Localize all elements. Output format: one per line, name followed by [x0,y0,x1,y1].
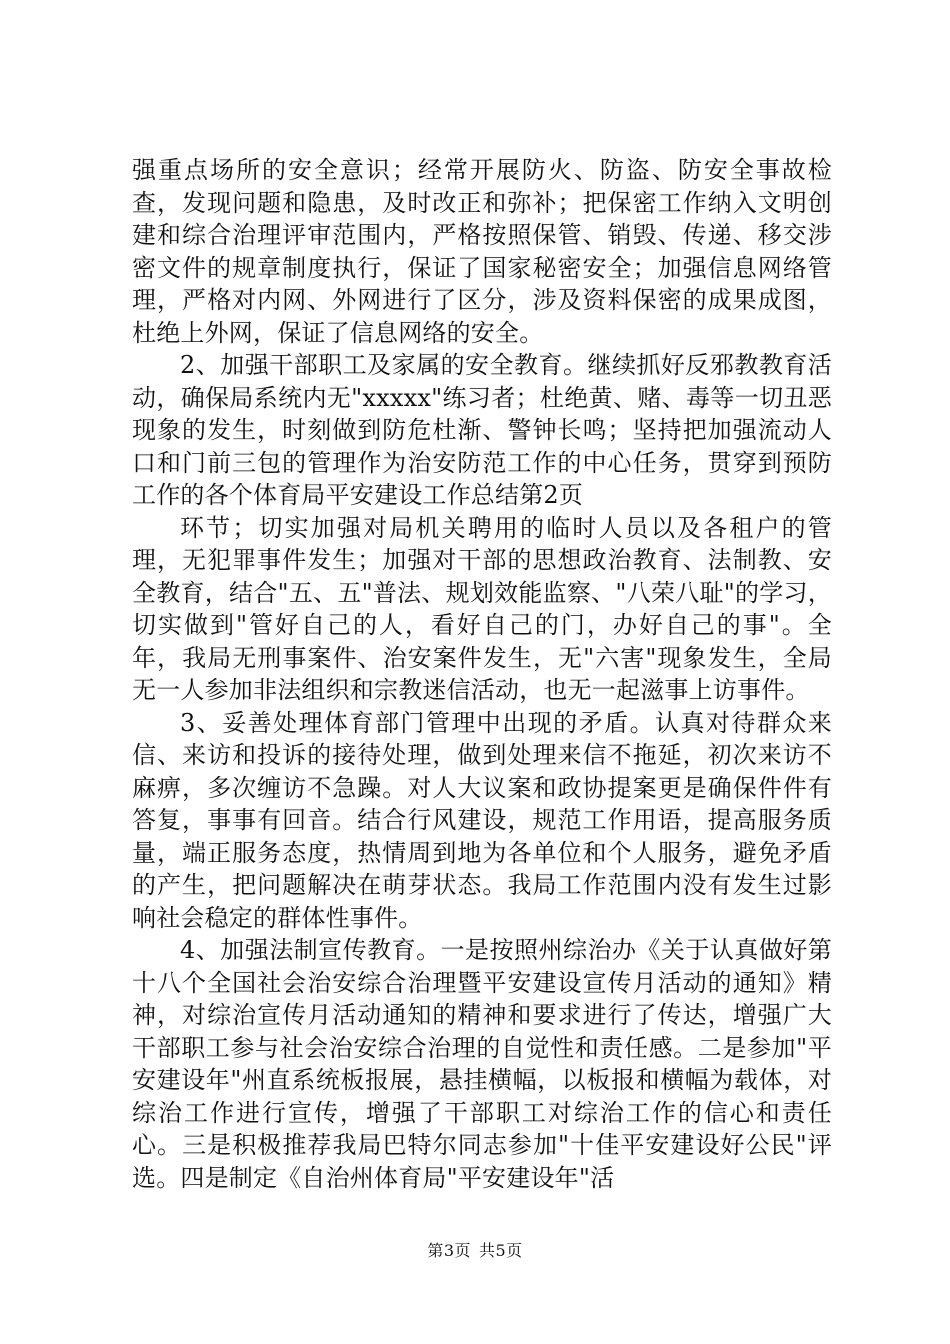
paragraph-item-2-safety-education: 2、加强干部职工及家属的安全教育。继续抓好反邪教教育活动，确保局系统内无"xxxxx"练习者；杜绝黄、赌、毒等一切丑恶现象的发生，时刻做到防危杜渐、警钟长鸣；坚持把加强流动人口和门前三包的管理作为治安防范工作的中心任务，贯穿到预防工作的各个体育局平安建设工作总结第2页 [132,351,832,509]
paragraph-item-4-legal-education: 4、加强法制宣传教育。一是按照州综治办《关于认真做好第十八个全国社会治安综合治理暨平安建设宣传月活动的通知》精神，对综治宣传月活动通知的精神和要求进行了传达，增强广大干部职工参与社会治安综合治理的自觉性和责任感。二是参加"平安建设年"州直系统板报展，悬挂横幅，以板报和横幅为载体，对综治工作进行宣传，增强了干部职工对综治工作的信心和责任心。三是积极推荐我局巴特尔同志参加"十佳平安建设好公民"评选。四是制定《自治州体育局"平安建设年"活 [132,936,832,1192]
page-total: 共5页 [479,1241,523,1260]
paragraph-item-3-conflict-handling: 3、妥善处理体育部门管理中出现的矛盾。认真对待群众来信、来访和投诉的接待处理，做到处理来信不拖延，初次来访不麻痹，多次缠访不急躁。对人大议案和政协提案更是确保件件有答复，事事有回音。结合行风建设，规范工作用语，提高服务质量，端正服务态度，热情周到地为各单位和个人服务，避免矛盾的产生，把问题解决在萌芽状态。我局工作范围内没有发生过影响社会稳定的群体性事件。 [132,708,832,932]
paragraph-item-2-continued: 环节；切实加强对局机关聘用的临时人员以及各租户的管理，无犯罪事件发生；加强对干部的思想政治教育、法制教、安全教育，结合"五、五"普法、规划效能监察、"八荣八耻"的学习，切实做到"管好自己的人，看好自己的门，办好自己的事"。全年，我局无刑事案件、治安案件发生，无"六害"现象发生，全局无一人参加非法组织和宗教迷信活动，也无一起滋事上访事件。 [132,513,832,704]
page-footer [0,1241,950,1261]
paragraph-continued-safety: 强重点场所的安全意识；经常开展防火、防盗、防安全事故检查，发现问题和隐患，及时改正和弥补；把保密工作纳入文明创建和综合治理评审范围内，严格按照保管、销毁、传递、移交涉密文件的规章制度执行，保证了国家秘密安全；加强信息网络管理，严格对内网、外网进行了区分，涉及资料保密的成果成图，杜绝上外网，保证了信息网络的安全。 [132,156,832,347]
page-number: 第3页 [427,1241,471,1260]
document-body [132,154,832,1194]
